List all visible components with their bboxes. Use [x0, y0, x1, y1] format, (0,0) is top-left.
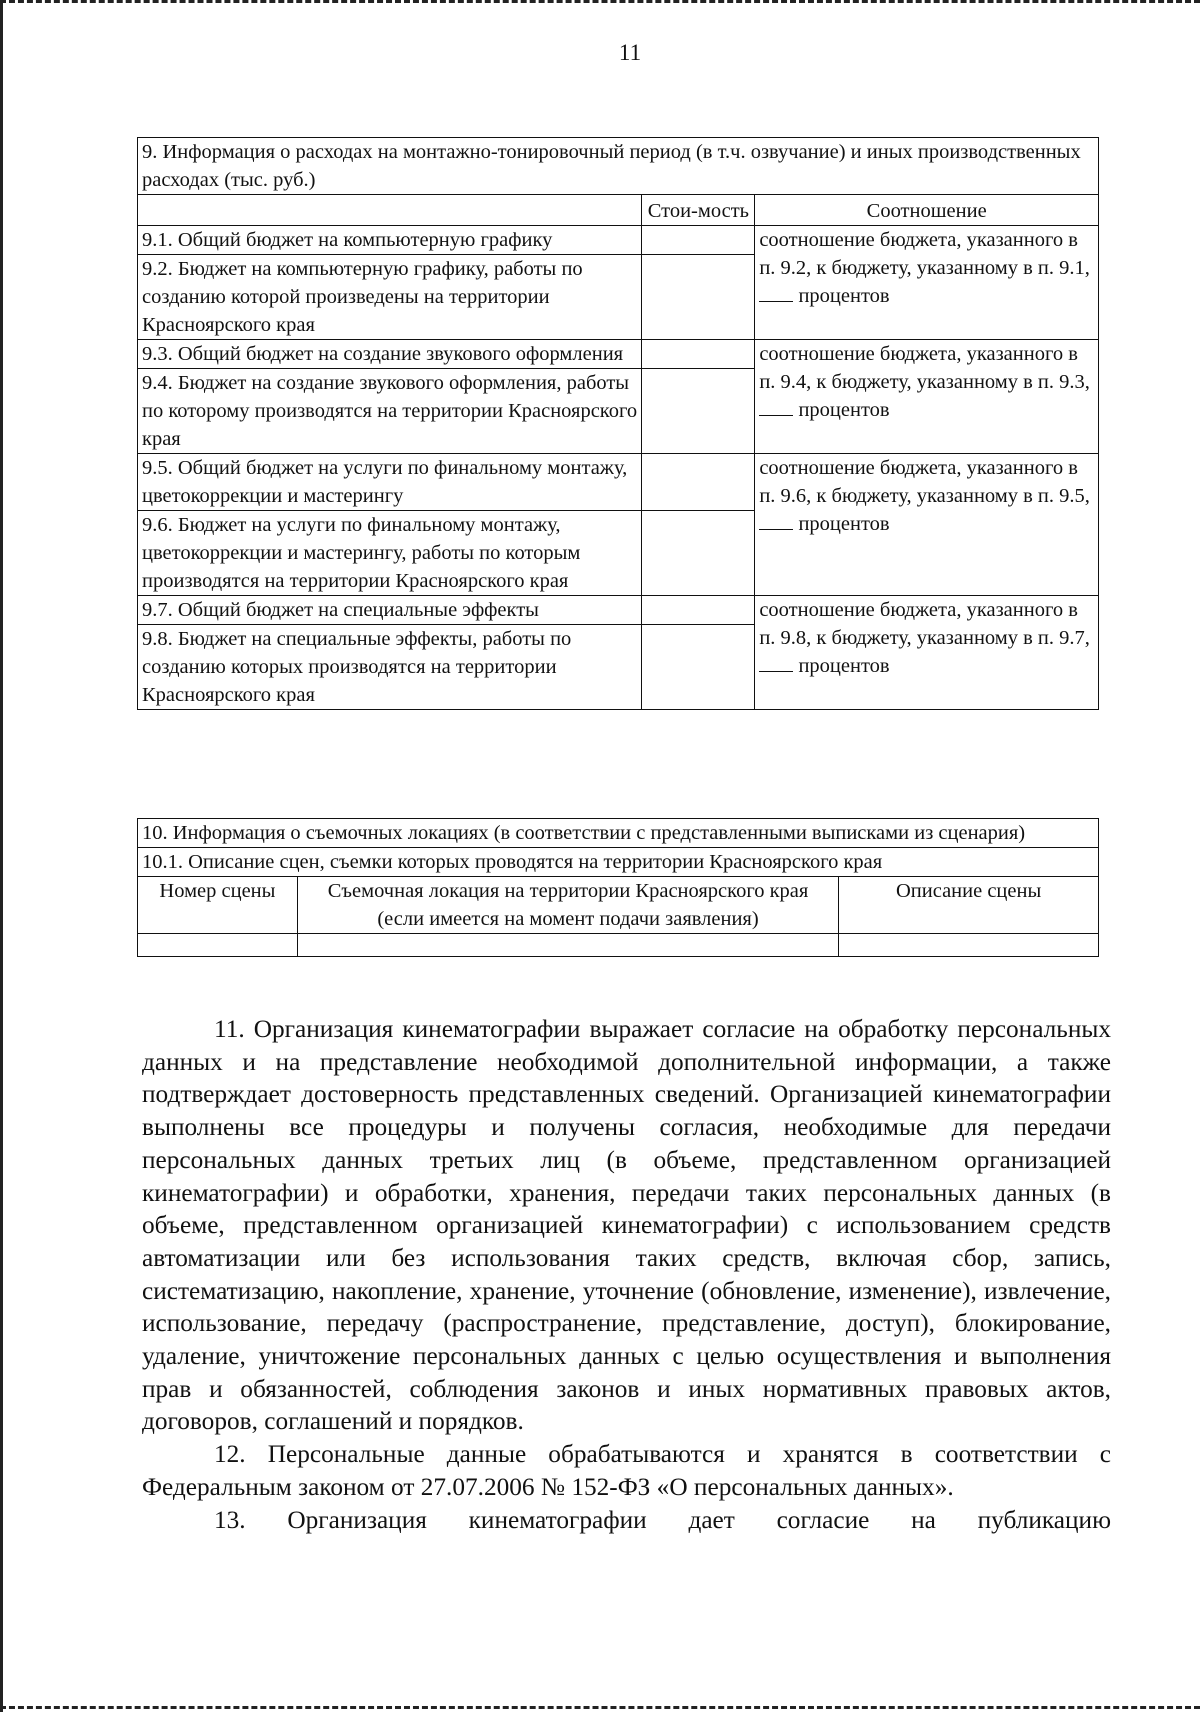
scan-edge-bottom: [0, 1706, 1200, 1709]
cost-9-7[interactable]: [642, 596, 755, 625]
scan-edge-left: [0, 0, 3, 1712]
percent-label-3: процентов: [798, 513, 890, 535]
item-9-7: 9.7. Общий бюджет на специальные эффекты: [138, 596, 642, 625]
cost-9-6[interactable]: [642, 511, 755, 596]
item-9-1: 9.1. Общий бюджет на компьютерную графику: [138, 226, 642, 255]
header-empty-cell: [138, 195, 642, 226]
item-9-4: 9.4. Бюджет на создание звукового оформления, работы по которому производятся на территории Красноярского края: [138, 369, 642, 454]
item-9-3: 9.3. Общий бюджет на создание звукового оформления: [138, 340, 642, 369]
section10-subtitle: 10.1. Описание сцен, съемки которых проводятся на территории Красноярского края: [138, 848, 1099, 877]
cost-9-8[interactable]: [642, 625, 755, 710]
ratio-cell-2: [755, 340, 1099, 454]
ratio-cell-3: [755, 454, 1099, 596]
cost-9-2[interactable]: [642, 255, 755, 340]
col-scene-number: Номер сцены: [138, 877, 298, 934]
percent-blank-4[interactable]: [759, 653, 793, 672]
ratio-text-4: соотношение бюджета, указанного в п. 9.8, к бюджету, указанному в п. 9.7,: [759, 599, 1090, 649]
section9-title: 9. Информация о расходах на монтажно-тонировочный период (в т.ч. озвучание) и иных производственных расходах (тыс. руб.): [138, 138, 1099, 195]
col-ratio-header: Соотношение: [755, 195, 1099, 226]
paragraph-13: 13. Организация кинематографии дает согласие на публикацию: [214, 1505, 1111, 1534]
scene-location-cell[interactable]: [297, 934, 838, 957]
body-text: [142, 1013, 1111, 1536]
scan-edge-top: [0, 0, 1200, 3]
col-location: Съемочная локация на территории Красноярского края (если имеется на момент подачи заявления): [297, 877, 838, 934]
item-9-2: 9.2. Бюджет на компьютерную графику, работы по созданию которой произведены на территории Красноярского края: [138, 255, 642, 340]
expenses-table: [137, 137, 1099, 710]
ratio-text-1: соотношение бюджета, указанного в п. 9.2, к бюджету, указанному в п. 9.1,: [759, 229, 1090, 279]
page-number: 11: [618, 40, 642, 65]
item-9-8: 9.8. Бюджет на специальные эффекты, работы по созданию которых производятся на территории Красноярского края: [138, 625, 642, 710]
paragraph-11: 11. Организация кинематографии выражает согласие на обработку персональных данных и на представление необходимой дополнительной информации, а также подтверждает достоверность представленных сведений. Организацией кинематографии выполнены все процедуры и получены согласия, необходимые для передачи персональных данных третьих лиц (в объеме, представленном организацией кинематографии) и обработки, хранения, передачи таких персональных данных (в объеме, представленном организацией кинематографии) с использованием средств автоматизации или без использования таких средств, включая сбор, запись, систематизацию, накопление, хранение, уточнение (обновление, изменение), извлечение, использование, передачу (распространение, представление, доступ), блокирование, удаление, уничтожение персональных данных с целью осуществления и выполнения прав и обязанностей, соблюдения законов и иных нормативных правовых актов, договоров, соглашений и порядков.: [142, 1015, 1111, 1436]
percent-blank-3[interactable]: [759, 511, 793, 530]
percent-label-4: процентов: [798, 655, 890, 677]
cost-9-4[interactable]: [642, 369, 755, 454]
item-9-5: 9.5. Общий бюджет на услуги по финальному монтажу, цветокоррекции и мастерингу: [138, 454, 642, 511]
cost-9-5[interactable]: [642, 454, 755, 511]
section10-title: 10. Информация о съемочных локациях (в соответствии с представленными выписками из сценария): [138, 819, 1099, 848]
percent-blank-1[interactable]: [759, 283, 793, 302]
cost-9-1[interactable]: [642, 226, 755, 255]
ratio-cell-4: [755, 596, 1099, 710]
ratio-cell-1: [755, 226, 1099, 340]
percent-blank-2[interactable]: [759, 397, 793, 416]
locations-table: [137, 818, 1099, 957]
scene-number-cell[interactable]: [138, 934, 298, 957]
col-scene-description: Описание сцены: [839, 877, 1099, 934]
ratio-text-2: соотношение бюджета, указанного в п. 9.4, к бюджету, указанному в п. 9.3,: [759, 343, 1090, 393]
scene-description-cell[interactable]: [839, 934, 1099, 957]
percent-label-2: процентов: [798, 399, 890, 421]
ratio-text-3: соотношение бюджета, указанного в п. 9.6, к бюджету, указанному в п. 9.5,: [759, 457, 1090, 507]
item-9-6: 9.6. Бюджет на услуги по финальному монтажу, цветокоррекции и мастерингу, работы по которым производятся на территории Красноярского края: [138, 511, 642, 596]
col-cost-header: Стои-мость: [642, 195, 755, 226]
cost-9-3[interactable]: [642, 340, 755, 369]
percent-label-1: процентов: [798, 285, 890, 307]
paragraph-12: 12. Персональные данные обрабатываются и хранятся в соответствии с Федеральным законом от 27.07.2006 № 152-ФЗ «О персональных данных».: [142, 1440, 1111, 1501]
